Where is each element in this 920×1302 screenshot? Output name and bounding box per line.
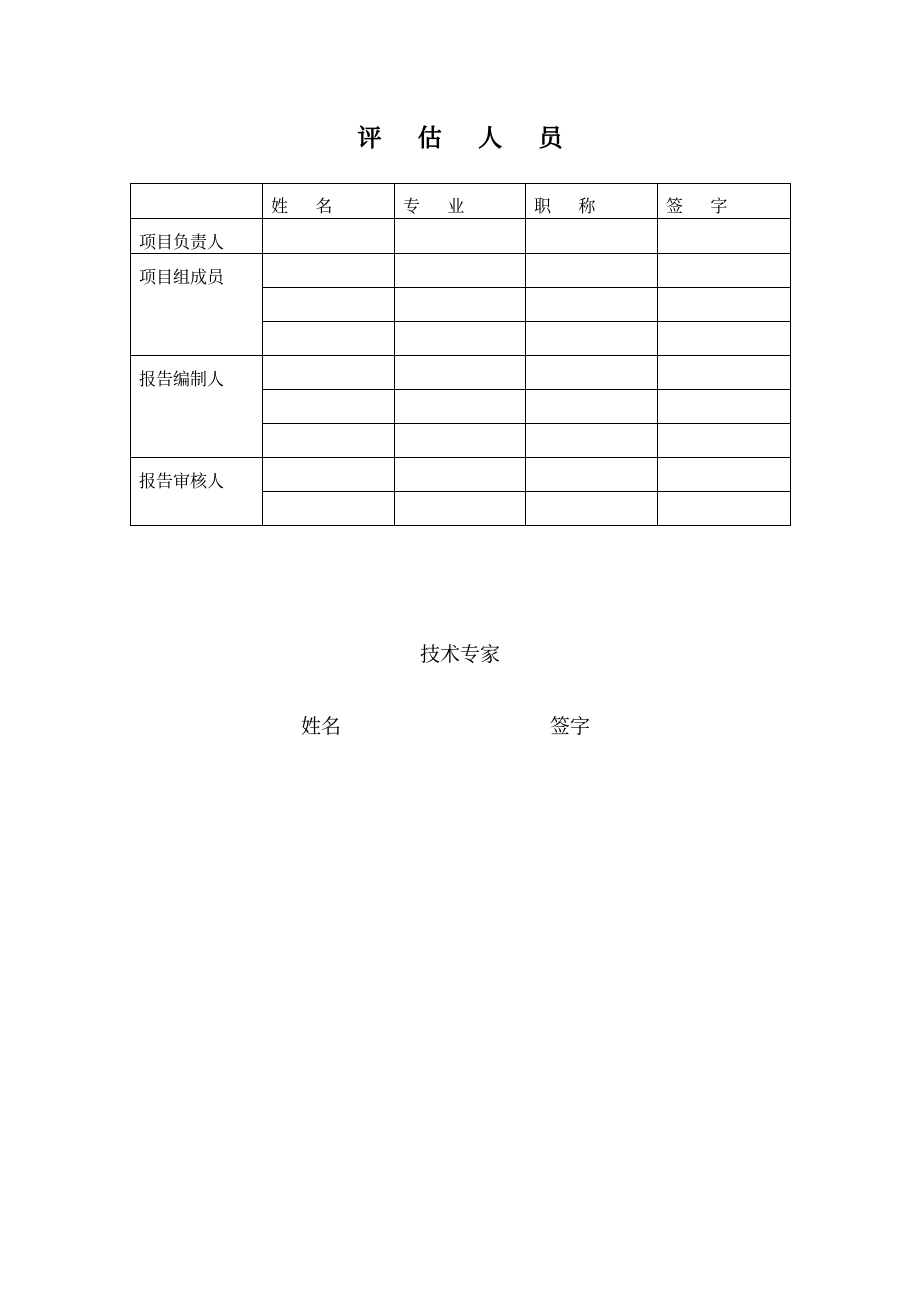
signature-field[interactable] <box>658 458 791 492</box>
specialty-field[interactable] <box>395 254 526 288</box>
specialty-field[interactable] <box>395 390 526 424</box>
signature-field[interactable] <box>658 492 791 526</box>
title-field[interactable] <box>526 219 658 254</box>
name-field[interactable] <box>263 458 395 492</box>
header-name: 姓 名 <box>263 184 395 219</box>
signature-field[interactable] <box>658 424 791 458</box>
title-field[interactable] <box>526 254 658 288</box>
signature-field[interactable] <box>658 254 791 288</box>
title-field[interactable] <box>526 322 658 356</box>
name-field[interactable] <box>263 356 395 390</box>
signature-field[interactable] <box>658 356 791 390</box>
name-field[interactable] <box>263 254 395 288</box>
title-field[interactable] <box>526 458 658 492</box>
page-title: 评 估 人 员 <box>357 124 577 152</box>
header-specialty: 专 业 <box>395 184 526 219</box>
name-field[interactable] <box>263 492 395 526</box>
header-corner-cell <box>131 184 263 219</box>
table-row <box>131 458 791 492</box>
header-signature: 签 字 <box>658 184 791 219</box>
name-field[interactable] <box>263 219 395 254</box>
expert-name-label: 姓名 <box>301 714 341 738</box>
role-report-reviewer: 报告审核人 <box>131 458 263 526</box>
specialty-field[interactable] <box>395 424 526 458</box>
name-field[interactable] <box>263 390 395 424</box>
signature-field[interactable] <box>658 322 791 356</box>
signature-field[interactable] <box>658 288 791 322</box>
name-field[interactable] <box>263 424 395 458</box>
expert-signature-label: 签字 <box>550 714 590 738</box>
table-header-row <box>131 184 791 219</box>
title-field[interactable] <box>526 492 658 526</box>
specialty-field[interactable] <box>395 356 526 390</box>
title-field[interactable] <box>526 390 658 424</box>
technical-experts-heading: 技术专家 <box>420 642 500 666</box>
role-report-author: 报告编制人 <box>131 356 263 458</box>
signature-field[interactable] <box>658 219 791 254</box>
specialty-field[interactable] <box>395 492 526 526</box>
specialty-field[interactable] <box>395 322 526 356</box>
specialty-field[interactable] <box>395 288 526 322</box>
assessment-staff-table <box>130 183 791 526</box>
title-field[interactable] <box>526 424 658 458</box>
title-field[interactable] <box>526 288 658 322</box>
table-row <box>131 254 791 288</box>
signature-field[interactable] <box>658 390 791 424</box>
role-project-members: 项目组成员 <box>131 254 263 356</box>
specialty-field[interactable] <box>395 219 526 254</box>
role-project-lead: 项目负责人 <box>131 219 263 254</box>
name-field[interactable] <box>263 322 395 356</box>
table-row <box>131 219 791 254</box>
header-title: 职 称 <box>526 184 658 219</box>
title-field[interactable] <box>526 356 658 390</box>
name-field[interactable] <box>263 288 395 322</box>
table-row <box>131 356 791 390</box>
specialty-field[interactable] <box>395 458 526 492</box>
